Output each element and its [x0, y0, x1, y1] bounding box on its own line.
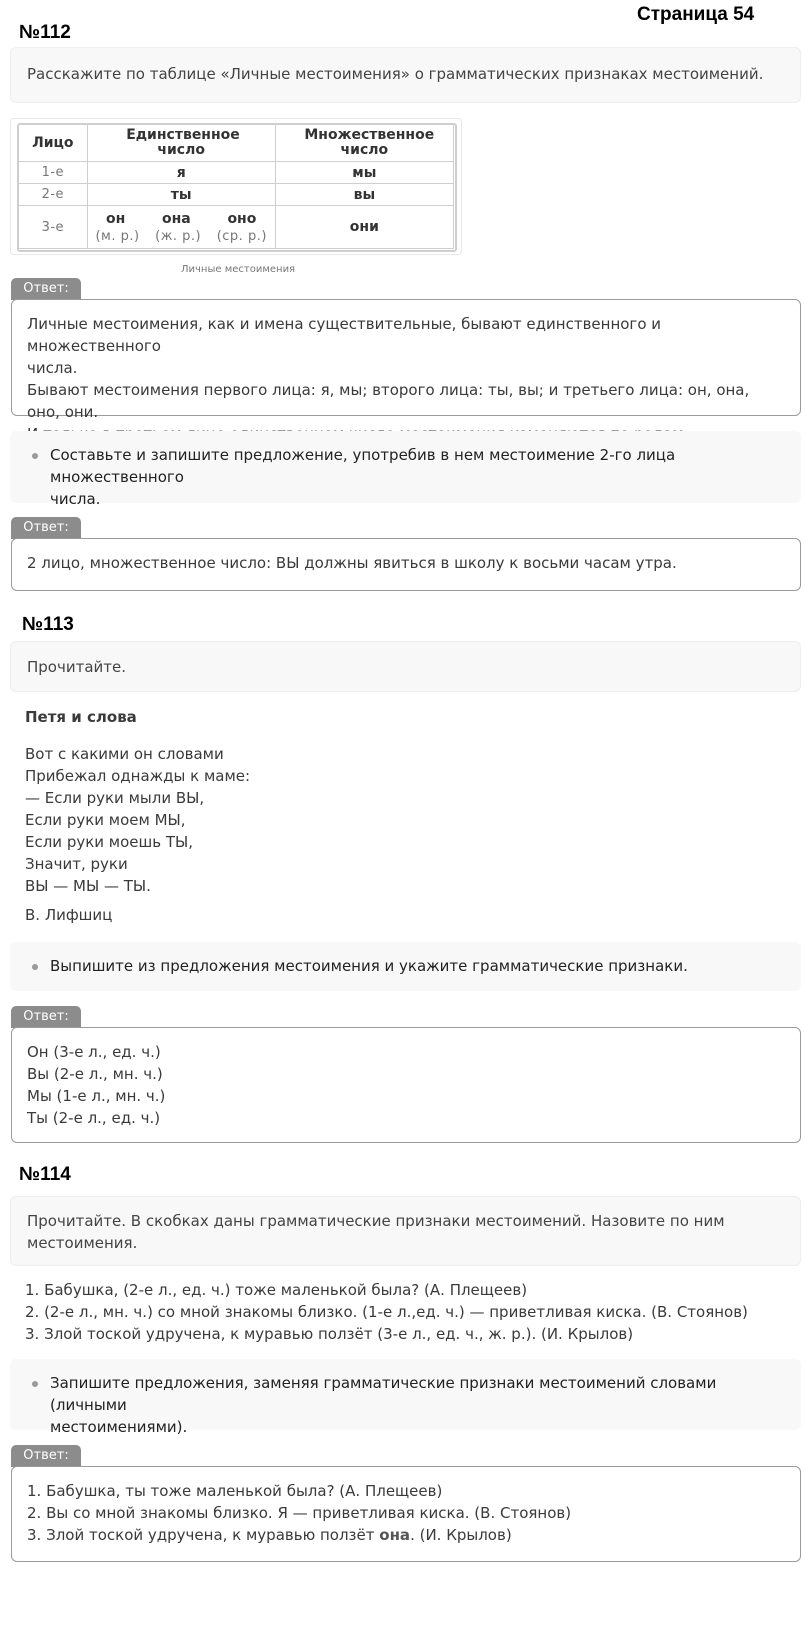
table-header-row	[19, 125, 454, 162]
bullet-line: Запишите предложения, заменяя грамматические признаки местоимений словами (личными	[50, 1374, 717, 1414]
bullet-task	[10, 1359, 801, 1436]
table-row	[19, 206, 454, 249]
gender-words	[88, 211, 275, 227]
answer-line: Мы (1-е л., мн. ч.)	[27, 1087, 166, 1105]
exercise-114-task	[10, 1196, 801, 1266]
exercise-112-task	[10, 47, 801, 103]
answer-label: Ответ:	[11, 278, 81, 300]
exercise-112-number: №112	[19, 22, 71, 43]
poem-author: В. Лифшиц	[25, 906, 113, 924]
sentence-item: 1. Бабушка, (2-е л., ед. ч.) тоже маленькой была? (А. Плещеев)	[25, 1281, 528, 1299]
answer-box	[11, 1027, 801, 1143]
person-cell: 3-е	[19, 206, 88, 249]
poem-line: Вот с какими он словами	[25, 745, 224, 763]
sentence-list	[25, 1279, 748, 1345]
answer-box	[11, 299, 801, 421]
answer-line: числа.	[27, 359, 78, 377]
gender-fem: (ж. р.)	[155, 228, 202, 244]
sentence-item: 2. (2-е л., мн. ч.) со мной знакомы близко. (1-е л.,ед. ч.) — приветливая киска. (В. Стоянов)	[25, 1303, 748, 1321]
poem	[25, 743, 250, 897]
exercise-114-number: №114	[19, 1164, 71, 1185]
answer-line	[27, 1524, 785, 1546]
plural-cell: вы	[275, 184, 453, 206]
plural-cell: они	[275, 206, 453, 249]
answer-line: Вы (2-е л., мн. ч.)	[27, 1065, 163, 1083]
poem-line: Прибежал однажды к маме:	[25, 767, 251, 785]
task-line: Прочитайте. В скобках даны грамматические признаки местоимений. Назовите по ним	[27, 1212, 725, 1230]
bullet-line: местоимениями).	[50, 1418, 188, 1436]
answer-line: Личные местоимения, как и имена существительные, бывают единственного и множественного	[27, 315, 662, 355]
person-cell: 1-е	[19, 162, 88, 184]
exercise-113-task	[10, 641, 801, 692]
answer-line: 2 лицо, множественное число: ВЫ должны явиться в школу к восьми часам утра.	[27, 554, 677, 572]
answer-line: 2. Вы со мной знакомы близко. Я — приветливая киска. (В. Стоянов)	[27, 1504, 572, 1522]
bullet-line: Составьте и запишите предложение, употребив в нем местоимение 2-го лица множественного	[50, 446, 676, 486]
answer-line: Он (3-е л., ед. ч.)	[27, 1043, 161, 1061]
task-text: Прочитайте.	[27, 658, 127, 676]
person-cell: 2-е	[19, 184, 88, 206]
header-singular-text: Единственное число	[126, 127, 240, 158]
answer-line-part: . (И. Крылов)	[410, 1526, 512, 1544]
answer-box	[11, 1466, 801, 1562]
bullet-line: Выпишите из предложения местоимения и укажите грамматические признаки.	[50, 957, 688, 975]
bullet-line: числа.	[50, 490, 101, 508]
bullet-task	[10, 431, 801, 508]
plural-cell: мы	[275, 162, 453, 184]
exercise-113-number: №113	[22, 614, 74, 635]
poem-line: Если руки моешь ТЫ,	[25, 833, 194, 851]
answer-line-part: 3. Злой тоской удручена, к муравью ползёт	[27, 1526, 380, 1544]
table-row	[19, 184, 454, 206]
pronoun-table	[18, 124, 454, 249]
answer-box	[11, 538, 801, 591]
poem-line: ВЫ — МЫ — ТЫ.	[25, 877, 151, 895]
pronoun-table-border	[17, 123, 457, 252]
gender-masc: (м. р.)	[95, 228, 140, 244]
word-fem: она	[162, 210, 191, 227]
singular-cell: я	[87, 162, 275, 184]
gender-labels	[88, 229, 275, 244]
table-caption: Личные местоимения	[181, 264, 296, 275]
answer-line: 1. Бабушка, ты тоже маленькой была? (А. Плещеев)	[27, 1482, 443, 1500]
poem-line: Значит, руки	[25, 855, 128, 873]
header-singular	[87, 125, 275, 162]
task-line: местоимения.	[27, 1234, 138, 1252]
answer-line: Ты (2-е л., ед. ч.)	[27, 1109, 161, 1127]
gender-neut: (ср. р.)	[216, 228, 267, 244]
page-number: Страница 54	[637, 4, 755, 25]
bullet-task	[10, 942, 801, 991]
answer-label: Ответ:	[11, 1006, 81, 1028]
header-plural-text: Множественное число	[304, 127, 435, 158]
pronoun-table-frame	[10, 118, 462, 255]
poem-line: — Если руки мыли ВЫ,	[25, 789, 205, 807]
poem-line: Если руки моем МЫ,	[25, 811, 186, 829]
answer-label: Ответ:	[11, 517, 81, 539]
header-person: Лицо	[19, 125, 88, 162]
table-row	[19, 162, 454, 184]
singular-cell: ты	[87, 184, 275, 206]
answer-line: Бывают местоимения первого лица: я, мы; второго лица: ты, вы; и третьего лица: он, она, оно, они.	[27, 381, 750, 421]
sentence-item: 3. Злой тоской удручена, к муравью ползёт (3-е л., ед. ч., ж. р.). (И. Крылов)	[25, 1325, 634, 1343]
word-neut: оно	[227, 210, 257, 227]
singular-cell-third	[87, 206, 275, 249]
answer-label: Ответ:	[11, 1445, 81, 1467]
header-plural	[275, 125, 453, 162]
answer-line-bold: она	[379, 1526, 411, 1544]
poem-title: Петя и слова	[25, 708, 137, 726]
task-text: Расскажите по таблице «Личные местоимения» о грамматических признаках местоимений.	[27, 65, 764, 83]
word-masc: он	[106, 210, 126, 227]
